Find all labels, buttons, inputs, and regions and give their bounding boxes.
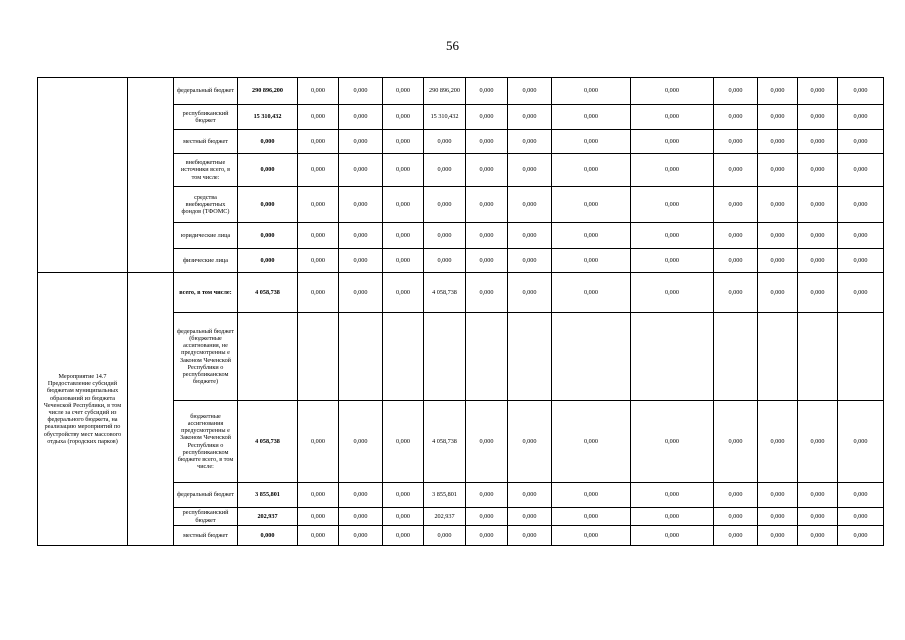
year-value: 0,000 xyxy=(298,105,339,130)
year-value: 0,000 xyxy=(552,401,631,483)
year-value: 0,000 xyxy=(298,483,339,508)
source-label: республиканский бюджет xyxy=(174,105,238,130)
year-value: 0,000 xyxy=(798,223,838,249)
year-value: 0,000 xyxy=(714,187,758,223)
year-value: 0,000 xyxy=(552,273,631,313)
source-label: местный бюджет xyxy=(174,130,238,154)
year-value: 0,000 xyxy=(798,78,838,105)
year-value: 0,000 xyxy=(383,273,424,313)
year-value xyxy=(714,313,758,401)
year-value: 0,000 xyxy=(758,526,798,546)
year-value: 0,000 xyxy=(383,223,424,249)
source-label: физические лица xyxy=(174,249,238,273)
year-value: 0,000 xyxy=(298,78,339,105)
year-value: 0,000 xyxy=(552,249,631,273)
year-value: 0,000 xyxy=(298,401,339,483)
year-value: 0,000 xyxy=(383,508,424,526)
year-value: 0,000 xyxy=(466,187,508,223)
source-label: республиканский бюджет xyxy=(174,508,238,526)
year-value: 0,000 xyxy=(508,78,552,105)
year-value: 0,000 xyxy=(339,105,383,130)
year-value: 0,000 xyxy=(798,105,838,130)
year-value xyxy=(424,313,466,401)
year-value: 0,000 xyxy=(298,508,339,526)
year-value: 0,000 xyxy=(424,223,466,249)
table-row xyxy=(38,78,884,105)
year-value: 202,937 xyxy=(424,508,466,526)
year-value xyxy=(798,313,838,401)
year-value: 0,000 xyxy=(631,78,714,105)
year-value: 0,000 xyxy=(552,526,631,546)
year-value xyxy=(552,313,631,401)
year-value: 0,000 xyxy=(298,130,339,154)
year-value: 0,000 xyxy=(798,187,838,223)
source-label: федеральный бюджет (бюджетные ассигнования, не предусмотренны е Законом Чеченской Республики о республиканском бюджете) xyxy=(174,313,238,401)
year-value: 0,000 xyxy=(466,78,508,105)
year-value: 0,000 xyxy=(758,483,798,508)
year-value: 0,000 xyxy=(758,78,798,105)
year-value xyxy=(298,313,339,401)
table-row xyxy=(38,273,884,313)
year-value: 0,000 xyxy=(758,187,798,223)
year-value: 0,000 xyxy=(758,508,798,526)
year-value: 0,000 xyxy=(838,483,884,508)
year-value: 0,000 xyxy=(552,130,631,154)
year-value: 0,000 xyxy=(339,483,383,508)
year-value: 0,000 xyxy=(552,223,631,249)
year-value: 0,000 xyxy=(339,223,383,249)
year-value: 0,000 xyxy=(339,154,383,187)
year-value: 0,000 xyxy=(714,526,758,546)
year-value: 0,000 xyxy=(339,78,383,105)
year-value xyxy=(631,313,714,401)
year-value: 0,000 xyxy=(339,526,383,546)
total-value: 0,000 xyxy=(238,526,298,546)
year-value: 4 058,738 xyxy=(424,273,466,313)
year-value: 0,000 xyxy=(631,130,714,154)
year-value: 0,000 xyxy=(758,223,798,249)
year-value: 290 896,200 xyxy=(424,78,466,105)
source-label: федеральный бюджет xyxy=(174,483,238,508)
year-value: 0,000 xyxy=(508,508,552,526)
total-value: 202,937 xyxy=(238,508,298,526)
year-value: 0,000 xyxy=(466,401,508,483)
year-value: 0,000 xyxy=(631,273,714,313)
year-value: 0,000 xyxy=(424,154,466,187)
year-value: 0,000 xyxy=(838,526,884,546)
year-value: 0,000 xyxy=(552,78,631,105)
year-value: 0,000 xyxy=(383,105,424,130)
year-value: 0,000 xyxy=(631,105,714,130)
source-label: юридические лица xyxy=(174,223,238,249)
total-value: 0,000 xyxy=(238,223,298,249)
year-value: 0,000 xyxy=(758,249,798,273)
year-value: 0,000 xyxy=(298,526,339,546)
year-value: 0,000 xyxy=(466,483,508,508)
year-value: 0,000 xyxy=(508,105,552,130)
year-value: 0,000 xyxy=(508,273,552,313)
year-value: 0,000 xyxy=(714,249,758,273)
year-value: 0,000 xyxy=(714,483,758,508)
year-value: 0,000 xyxy=(552,508,631,526)
year-value: 0,000 xyxy=(714,273,758,313)
year-value: 0,000 xyxy=(758,130,798,154)
year-value: 0,000 xyxy=(798,249,838,273)
year-value: 0,000 xyxy=(631,187,714,223)
year-value: 0,000 xyxy=(508,526,552,546)
year-value: 0,000 xyxy=(298,154,339,187)
year-value: 0,000 xyxy=(466,249,508,273)
year-value: 0,000 xyxy=(758,401,798,483)
year-value: 0,000 xyxy=(758,105,798,130)
total-value: 4 058,738 xyxy=(238,273,298,313)
source-label: бюджетные ассигнования предусмотренны е Законом Чеченской Республики о республиканском бюджете всего, в том числе: xyxy=(174,401,238,483)
year-value: 0,000 xyxy=(714,78,758,105)
year-value: 0,000 xyxy=(508,249,552,273)
year-value: 0,000 xyxy=(798,401,838,483)
year-value: 0,000 xyxy=(298,187,339,223)
year-value: 0,000 xyxy=(339,401,383,483)
year-value: 0,000 xyxy=(508,483,552,508)
budget-table xyxy=(37,77,884,546)
year-value: 0,000 xyxy=(758,273,798,313)
year-value: 0,000 xyxy=(714,105,758,130)
year-value: 0,000 xyxy=(838,249,884,273)
event-description: Мероприятие 14.7 Предоставление субсидий бюджетам муниципальных образований из бюджета Чеченской Республики, в том числе за счет субсидий из федерального бюджета, на реализацию мероприятий по обустройству мест массового отдыха (городских парков) xyxy=(38,273,128,546)
year-value: 4 058,738 xyxy=(424,401,466,483)
year-value: 0,000 xyxy=(298,223,339,249)
year-value: 0,000 xyxy=(798,508,838,526)
year-value: 0,000 xyxy=(758,154,798,187)
year-value xyxy=(838,313,884,401)
year-value: 0,000 xyxy=(298,249,339,273)
year-value: 0,000 xyxy=(838,187,884,223)
year-value: 0,000 xyxy=(631,223,714,249)
year-value: 0,000 xyxy=(631,154,714,187)
year-value: 0,000 xyxy=(424,526,466,546)
year-value: 0,000 xyxy=(714,223,758,249)
year-value: 0,000 xyxy=(383,187,424,223)
total-value: 0,000 xyxy=(238,187,298,223)
year-value: 0,000 xyxy=(838,223,884,249)
year-value: 0,000 xyxy=(383,526,424,546)
year-value: 0,000 xyxy=(508,187,552,223)
source-label: средства внебюджетных фондов (ТФОМС) xyxy=(174,187,238,223)
year-value: 0,000 xyxy=(383,78,424,105)
year-value: 0,000 xyxy=(552,105,631,130)
executor-cell-empty xyxy=(128,273,174,546)
year-value: 0,000 xyxy=(798,154,838,187)
year-value: 0,000 xyxy=(383,130,424,154)
year-value: 0,000 xyxy=(466,130,508,154)
year-value: 0,000 xyxy=(631,401,714,483)
year-value: 0,000 xyxy=(552,187,631,223)
year-value: 0,000 xyxy=(714,508,758,526)
year-value: 0,000 xyxy=(383,483,424,508)
source-label: местный бюджет xyxy=(174,526,238,546)
total-value: 4 058,738 xyxy=(238,401,298,483)
year-value: 0,000 xyxy=(383,401,424,483)
year-value: 0,000 xyxy=(798,483,838,508)
year-value: 0,000 xyxy=(466,105,508,130)
total-value: 290 896,200 xyxy=(238,78,298,105)
year-value xyxy=(383,313,424,401)
total-value xyxy=(238,313,298,401)
year-value: 0,000 xyxy=(424,187,466,223)
year-value: 0,000 xyxy=(714,130,758,154)
year-value: 0,000 xyxy=(383,154,424,187)
year-value: 0,000 xyxy=(466,526,508,546)
year-value: 3 855,801 xyxy=(424,483,466,508)
total-value: 0,000 xyxy=(238,249,298,273)
year-value: 0,000 xyxy=(838,130,884,154)
year-value: 0,000 xyxy=(798,130,838,154)
page-number: 56 xyxy=(446,38,459,53)
year-value: 0,000 xyxy=(838,273,884,313)
year-value: 0,000 xyxy=(508,130,552,154)
year-value: 0,000 xyxy=(466,508,508,526)
year-value: 0,000 xyxy=(838,105,884,130)
year-value: 0,000 xyxy=(631,526,714,546)
year-value: 0,000 xyxy=(339,130,383,154)
year-value: 0,000 xyxy=(339,508,383,526)
year-value: 0,000 xyxy=(466,154,508,187)
year-value: 0,000 xyxy=(466,223,508,249)
year-value: 0,000 xyxy=(838,401,884,483)
year-value: 0,000 xyxy=(631,483,714,508)
year-value: 0,000 xyxy=(339,249,383,273)
year-value: 0,000 xyxy=(714,154,758,187)
year-value: 0,000 xyxy=(838,154,884,187)
year-value: 0,000 xyxy=(838,78,884,105)
year-value: 0,000 xyxy=(714,401,758,483)
year-value: 0,000 xyxy=(631,508,714,526)
year-value: 0,000 xyxy=(466,273,508,313)
year-value: 0,000 xyxy=(339,273,383,313)
source-label: внебюджетные источники всего, в том числе: xyxy=(174,154,238,187)
year-value xyxy=(758,313,798,401)
total-value: 0,000 xyxy=(238,130,298,154)
year-value: 0,000 xyxy=(631,249,714,273)
year-value: 0,000 xyxy=(508,223,552,249)
year-value: 0,000 xyxy=(798,273,838,313)
total-value: 15 310,432 xyxy=(238,105,298,130)
year-value: 0,000 xyxy=(552,483,631,508)
year-value: 0,000 xyxy=(298,273,339,313)
event-cell-empty xyxy=(38,78,128,273)
year-value xyxy=(466,313,508,401)
year-value: 0,000 xyxy=(508,154,552,187)
year-value: 0,000 xyxy=(424,249,466,273)
source-label: федеральный бюджет xyxy=(174,78,238,105)
year-value: 0,000 xyxy=(508,401,552,483)
year-value xyxy=(508,313,552,401)
year-value: 15 310,432 xyxy=(424,105,466,130)
year-value: 0,000 xyxy=(838,508,884,526)
year-value: 0,000 xyxy=(339,187,383,223)
year-value xyxy=(339,313,383,401)
year-value: 0,000 xyxy=(424,130,466,154)
total-value: 0,000 xyxy=(238,154,298,187)
total-value: 3 855,801 xyxy=(238,483,298,508)
year-value: 0,000 xyxy=(552,154,631,187)
source-label: всего, в том числе: xyxy=(174,273,238,313)
executor-cell-empty xyxy=(128,78,174,273)
year-value: 0,000 xyxy=(383,249,424,273)
year-value: 0,000 xyxy=(798,526,838,546)
